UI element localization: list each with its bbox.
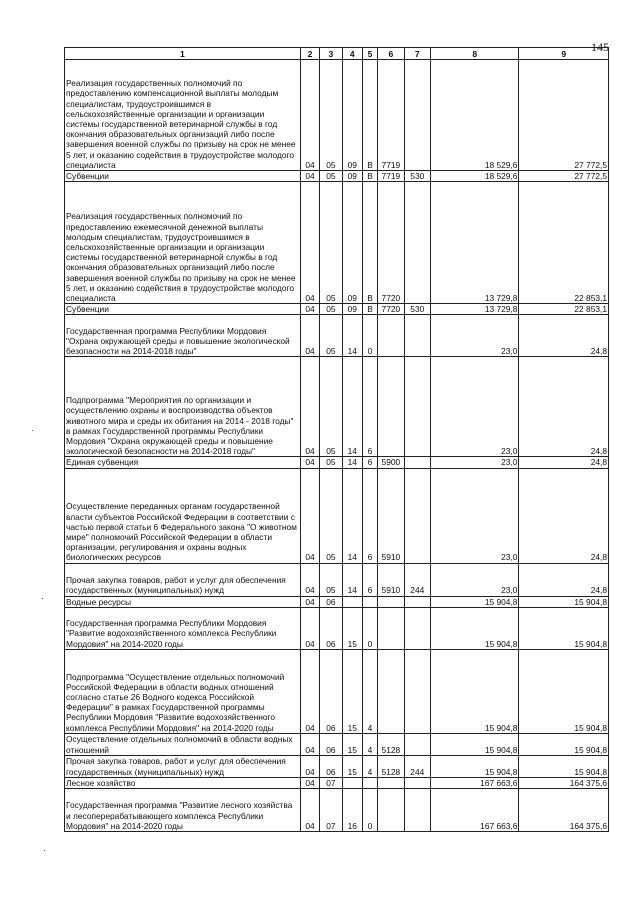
- table-row: [65, 563, 609, 596]
- row-c7-cell: 530: [404, 171, 430, 182]
- table-row: [65, 596, 609, 607]
- row-c6-cell: 5128: [378, 755, 404, 777]
- row-name-cell: Государственная программа "Развитие лесного хозяйства и лесоперерабатывающего комплекса Республики Мордовия" на 2014-2020 годы: [65, 789, 301, 832]
- row-c6-cell: [378, 607, 404, 649]
- row-c7-cell: [404, 457, 430, 468]
- row-c5-cell: В: [362, 304, 377, 315]
- row-c7-cell: [404, 733, 430, 755]
- table-row: [65, 789, 609, 832]
- row-c2-cell: 04: [300, 755, 319, 777]
- row-c4-cell: 09: [342, 60, 362, 171]
- row-c2-cell: 04: [300, 607, 319, 649]
- row-c3-cell: 05: [320, 468, 342, 563]
- row-c5-cell: В: [362, 182, 377, 304]
- row-c9-cell: 24,8: [519, 563, 609, 596]
- row-c7-cell: [404, 182, 430, 304]
- row-c2-cell: 04: [300, 468, 319, 563]
- row-c9-cell: 15 904,8: [519, 596, 609, 607]
- row-c8-cell: 23,0: [430, 563, 518, 596]
- row-c9-cell: 22 853,1: [519, 182, 609, 304]
- table-row: [65, 468, 609, 563]
- row-c5-cell: 6: [362, 357, 377, 457]
- row-c8-cell: 15 904,8: [430, 596, 518, 607]
- row-c8-cell: 23,0: [430, 468, 518, 563]
- row-name-cell: Реализация государственных полномочий по предоставлению ежемесячной денежной выплаты молодым специалистам, трудоустроившимся в сельскохозяйственные организации и организации системы государственной ветеринарной службы в год окончания образовательных организаций либо после завершения военной службы по призыву на срок не менее 5 лет, и оказанию содействия в трудоустройстве молодого специалиста: [65, 182, 301, 304]
- row-c8-cell: 167 663,6: [430, 777, 518, 788]
- row-c7-cell: [404, 468, 430, 563]
- row-c3-cell: 05: [320, 563, 342, 596]
- row-c7-cell: 244: [404, 563, 430, 596]
- scan-speck: [42, 598, 43, 599]
- row-c5-cell: 6: [362, 563, 377, 596]
- row-c8-cell: 15 904,8: [430, 733, 518, 755]
- row-c5-cell: 6: [362, 468, 377, 563]
- row-name-cell: Единая субвенция: [65, 457, 301, 468]
- row-c9-cell: 27 772,5: [519, 171, 609, 182]
- row-c4-cell: 15: [342, 607, 362, 649]
- row-name-cell: Прочая закупка товаров, работ и услуг для обеспечения государственных (муниципальных) нужд: [65, 755, 301, 777]
- row-c3-cell: 06: [320, 733, 342, 755]
- row-c7-cell: [404, 596, 430, 607]
- row-c8-cell: 15 904,8: [430, 649, 518, 733]
- row-c9-cell: 27 772,5: [519, 60, 609, 171]
- row-c2-cell: 04: [300, 457, 319, 468]
- row-c6-cell: 5910: [378, 563, 404, 596]
- row-c9-cell: 164 375,6: [519, 777, 609, 788]
- row-c7-cell: [404, 357, 430, 457]
- row-c2-cell: 04: [300, 304, 319, 315]
- header-col-7: 7: [404, 48, 430, 60]
- row-c8-cell: 15 904,8: [430, 755, 518, 777]
- row-c9-cell: 24,8: [519, 457, 609, 468]
- row-c3-cell: 05: [320, 60, 342, 171]
- row-name-cell: Субвенции: [65, 171, 301, 182]
- table-row: [65, 755, 609, 777]
- row-c3-cell: 06: [320, 596, 342, 607]
- row-c4-cell: 09: [342, 304, 362, 315]
- row-c6-cell: [378, 789, 404, 832]
- row-name-cell: Лесное хозяйство: [65, 777, 301, 788]
- table-row: [65, 304, 609, 315]
- row-c2-cell: 04: [300, 182, 319, 304]
- row-c4-cell: 09: [342, 171, 362, 182]
- row-c9-cell: 24,8: [519, 357, 609, 457]
- row-c8-cell: 18 529,6: [430, 60, 518, 171]
- row-c4-cell: 14: [342, 315, 362, 357]
- row-c8-cell: 13 729,8: [430, 182, 518, 304]
- row-c3-cell: 05: [320, 171, 342, 182]
- row-c5-cell: В: [362, 60, 377, 171]
- row-name-cell: Водные ресурсы: [65, 596, 301, 607]
- row-c2-cell: 04: [300, 563, 319, 596]
- row-c7-cell: [404, 777, 430, 788]
- row-c6-cell: 7719: [378, 171, 404, 182]
- header-col-1: 1: [65, 48, 301, 60]
- row-name-cell: Осуществление переданных органам государственной власти субъектов Российской Федерации в соответствии с частью первой статьи 6 Федерального закона "О животном мире" полномочий Российской Федерации в области организации, регулирования и охраны водных биологических ресурсов: [65, 468, 301, 563]
- scan-speck: [32, 430, 33, 431]
- row-c4-cell: 14: [342, 563, 362, 596]
- table-row: [65, 357, 609, 457]
- row-c3-cell: 05: [320, 304, 342, 315]
- row-c5-cell: 0: [362, 789, 377, 832]
- row-c4-cell: 14: [342, 468, 362, 563]
- row-c4-cell: [342, 596, 362, 607]
- header-col-5: 5: [362, 48, 377, 60]
- table-row: [65, 733, 609, 755]
- row-c8-cell: 23,0: [430, 357, 518, 457]
- row-c4-cell: 14: [342, 357, 362, 457]
- row-c5-cell: 4: [362, 733, 377, 755]
- row-c2-cell: 04: [300, 315, 319, 357]
- row-c2-cell: 04: [300, 777, 319, 788]
- header-col-6: 6: [378, 48, 404, 60]
- row-c7-cell: [404, 789, 430, 832]
- row-name-cell: Осуществление отдельных полномочий в области водных отношений: [65, 733, 301, 755]
- row-c5-cell: 6: [362, 457, 377, 468]
- row-c4-cell: 15: [342, 755, 362, 777]
- row-c9-cell: 164 375,6: [519, 789, 609, 832]
- row-c7-cell: [404, 315, 430, 357]
- table-row: [65, 649, 609, 733]
- row-c6-cell: [378, 649, 404, 733]
- row-c9-cell: 22 853,1: [519, 304, 609, 315]
- row-c6-cell: 7720: [378, 304, 404, 315]
- row-c3-cell: 07: [320, 777, 342, 788]
- row-c3-cell: 06: [320, 607, 342, 649]
- row-c8-cell: 13 729,8: [430, 304, 518, 315]
- row-c2-cell: 04: [300, 596, 319, 607]
- row-c2-cell: 04: [300, 789, 319, 832]
- row-c9-cell: 15 904,8: [519, 649, 609, 733]
- header-col-3: 3: [320, 48, 342, 60]
- row-c5-cell: [362, 596, 377, 607]
- row-name-cell: Подпрограмма "Осуществление отдельных полномочий Российской Федерации в области водных отношений согласно статье 26 Водного кодекса Российской Федерации" в рамках Государственной программы Республики Мордовия "Развитие водохозяйственного комплекса Республики Мордовия" на 2014-2020 годы: [65, 649, 301, 733]
- row-c3-cell: 07: [320, 789, 342, 832]
- row-c6-cell: [378, 357, 404, 457]
- row-c4-cell: [342, 777, 362, 788]
- budget-table: [64, 47, 609, 832]
- row-c6-cell: [378, 596, 404, 607]
- row-c8-cell: 23,0: [430, 315, 518, 357]
- row-c2-cell: 04: [300, 357, 319, 457]
- header-col-2: 2: [300, 48, 319, 60]
- page-number: 145: [591, 40, 609, 54]
- row-c2-cell: 04: [300, 733, 319, 755]
- scan-speck: [44, 850, 45, 851]
- row-c5-cell: В: [362, 171, 377, 182]
- table-row: [65, 315, 609, 357]
- row-name-cell: Государственная программа Республики Мордовия "Развитие водохозяйственного комплекса Республики Мордовия" на 2014-2020 годы: [65, 607, 301, 649]
- row-c5-cell: 4: [362, 649, 377, 733]
- row-c5-cell: 0: [362, 315, 377, 357]
- row-c6-cell: 5128: [378, 733, 404, 755]
- row-c6-cell: 5900: [378, 457, 404, 468]
- table-row: [65, 182, 609, 304]
- row-c6-cell: 5910: [378, 468, 404, 563]
- row-c7-cell: [404, 60, 430, 171]
- row-c6-cell: [378, 777, 404, 788]
- row-c3-cell: 05: [320, 182, 342, 304]
- row-c4-cell: 09: [342, 182, 362, 304]
- header-col-8: 8: [430, 48, 518, 60]
- row-c6-cell: [378, 315, 404, 357]
- row-c6-cell: 7719: [378, 60, 404, 171]
- table-row: [65, 60, 609, 171]
- row-c2-cell: 04: [300, 60, 319, 171]
- row-name-cell: Реализация государственных полномочий по предоставлению компенсационной выплаты молодым специалистам, трудоустроившимся в сельскохозяйственные организации и организации системы государственной ветеринарной службы в год окончания образовательных организаций либо после завершения военной службы по призыву на срок не менее 5 лет, и оказанию содействия в трудоустройстве молодого специалиста: [65, 60, 301, 171]
- row-c3-cell: 05: [320, 315, 342, 357]
- row-name-cell: Субвенции: [65, 304, 301, 315]
- row-c5-cell: [362, 777, 377, 788]
- row-name-cell: Прочая закупка товаров, работ и услуг для обеспечения государственных (муниципальных) нужд: [65, 563, 301, 596]
- table-row: [65, 607, 609, 649]
- row-name-cell: Подпрограмма "Мероприятия по организации и осуществлению охраны и воспроизводства объектов животного мира и среды их обитания на 2014 - 2018 годы" в рамках Государственной программы Республики Мордовия "Охрана окружающей среды и повышение экологической безопасности на 2014-2018 годы": [65, 357, 301, 457]
- row-c7-cell: [404, 649, 430, 733]
- row-c3-cell: 06: [320, 649, 342, 733]
- row-c8-cell: 23,0: [430, 457, 518, 468]
- table-row: [65, 457, 609, 468]
- row-c9-cell: 24,8: [519, 315, 609, 357]
- row-c6-cell: 7720: [378, 182, 404, 304]
- row-c4-cell: 15: [342, 649, 362, 733]
- row-c9-cell: 15 904,8: [519, 607, 609, 649]
- header-col-4: 4: [342, 48, 362, 60]
- table-row: [65, 777, 609, 788]
- header-row: [65, 48, 609, 60]
- row-c7-cell: 530: [404, 304, 430, 315]
- row-c3-cell: 05: [320, 357, 342, 457]
- row-c3-cell: 05: [320, 457, 342, 468]
- row-c8-cell: 15 904,8: [430, 607, 518, 649]
- row-c5-cell: 0: [362, 607, 377, 649]
- table-row: [65, 171, 609, 182]
- row-c7-cell: 244: [404, 755, 430, 777]
- row-c2-cell: 04: [300, 171, 319, 182]
- row-c3-cell: 06: [320, 755, 342, 777]
- header-col-9: 9: [519, 48, 609, 60]
- row-c9-cell: 15 904,8: [519, 733, 609, 755]
- row-c8-cell: 18 529,6: [430, 171, 518, 182]
- row-c9-cell: 15 904,8: [519, 755, 609, 777]
- row-c4-cell: 15: [342, 733, 362, 755]
- row-name-cell: Государственная программа Республики Мордовия "Охрана окружающей среды и повышение экологической безопасности на 2014-2018 годы": [65, 315, 301, 357]
- row-c4-cell: 16: [342, 789, 362, 832]
- row-c9-cell: 24,8: [519, 468, 609, 563]
- row-c4-cell: 14: [342, 457, 362, 468]
- row-c7-cell: [404, 607, 430, 649]
- row-c8-cell: 167 663,6: [430, 789, 518, 832]
- row-c5-cell: 4: [362, 755, 377, 777]
- row-c2-cell: 04: [300, 649, 319, 733]
